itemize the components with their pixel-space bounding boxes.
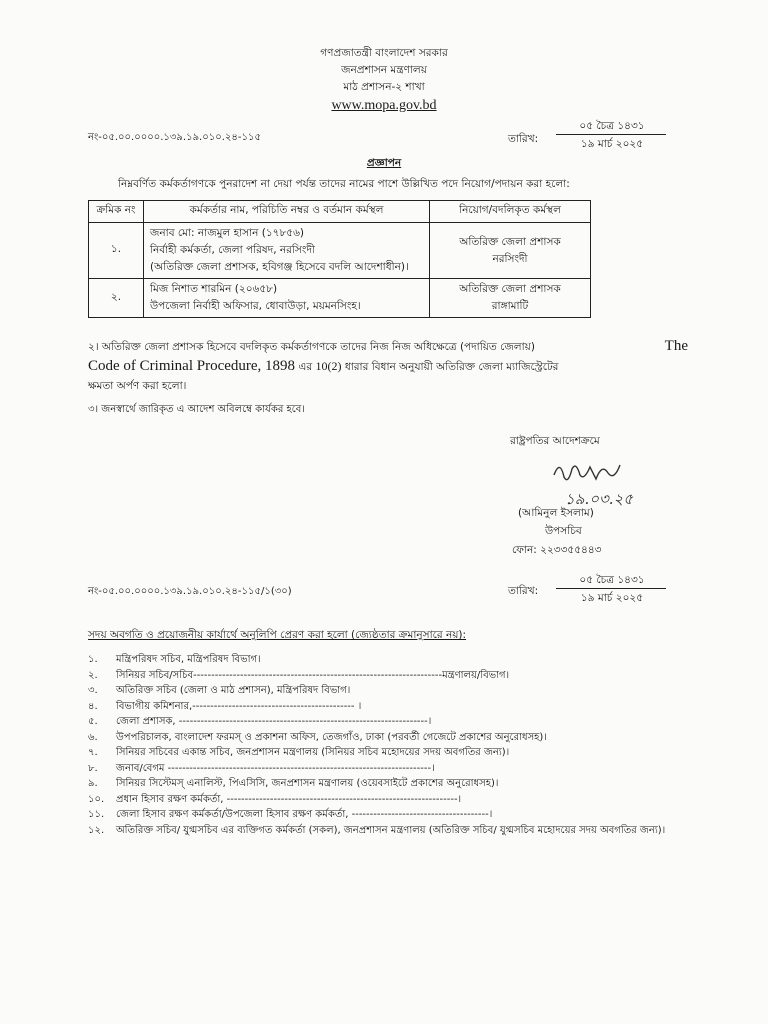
signature-date: ১৯.০৩.২৫ xyxy=(565,490,633,508)
signer-designation: উপসচিব xyxy=(545,525,582,537)
list-item: ২. সিনিয়র সচিব/সচিব---------------------------------------------------------------------মন্ত্রণালয়/বিভাগ। xyxy=(88,669,510,681)
para2-text-2: এর xyxy=(298,361,313,373)
signature-icon xyxy=(550,455,630,489)
table-header-row xyxy=(89,201,591,223)
section-name: মাঠ প্রশাসন-২ শাখা xyxy=(343,81,425,93)
row-serial: ১. xyxy=(89,223,144,279)
para2-english-3: 10(2) xyxy=(315,359,342,373)
posting-place: রাঙ্গামাটি xyxy=(491,300,529,312)
para2-english-1: The xyxy=(664,338,688,354)
date-gregorian: ১৯ মার্চ ২০২৫ xyxy=(580,138,644,150)
list-item: ১১. জেলা হিসাব রক্ষণ কর্মকর্তা/উপজেলা হিসাব রক্ষণ কর্মকর্তা, --------------------------------------। xyxy=(88,809,493,820)
list-item: ১০. প্রধান হিসাব রক্ষণ কর্মকর্তা, ----------------------------------------------------------------। xyxy=(88,793,462,805)
para2-text-1: ২। অতিরিক্ত জেলা প্রশাসক হিসেবে বদলিকৃত কর্মকর্তাগণকে তাদের নিজ নিজ অধিক্ষেত্রে (পদায়িত জেলায়) xyxy=(88,341,535,353)
list-item: ৭. সিনিয়র সচিবের একান্ত সচিব, জনপ্রশাসন মন্ত্রণালয় (সিনিয়র সচিব মহোদয়ের সদয় অবগতির জন্য)। xyxy=(88,747,510,758)
officer-name: জনাব মো: নাজমুল হাসান (১৭৮৫৬) xyxy=(150,227,305,239)
officer-current-post: নির্বাহী কর্মকর্তা, জেলা পরিষদ, নরসিংদী xyxy=(150,244,315,256)
list-item: ৮. জনাব/বেগম -------------------------------------------------------------------------। xyxy=(88,762,435,774)
header-officer: কর্মকর্তার নাম, পরিচিতি নম্বর ও বর্তমান কর্মস্থল xyxy=(144,201,430,223)
list-item: ৯. সিনিয়র সিস্টেমস্ এনালিস্ট, পিএসিসি, জনপ্রশাসন মন্ত্রণালয় (ওয়েবসাইটে প্রকাশের অনুরোধসহ)। xyxy=(88,778,499,789)
row-posting xyxy=(430,223,591,279)
list-item: ১. মন্ত্রিপরিষদ সচিব, মন্ত্রিপরিষদ বিভাগ। xyxy=(88,654,261,665)
letterhead xyxy=(0,45,768,116)
row-officer xyxy=(144,279,430,318)
list-item: ৪. বিভাগীয় কমিশনার,--------------------------------------------- । xyxy=(88,700,362,712)
appointment-table xyxy=(88,200,591,318)
president-order: রাষ্ট্রপতির আদেশক্রমে xyxy=(510,435,600,447)
notice-intro: নিম্নবর্ণিত কর্মকর্তাগণকে পুনরাদেশ না দেয়া পর্যন্ত তাদের নামের পাশে উল্লিখিত পদে নিয়োগ/পদায়ন করা হলো: xyxy=(118,178,570,190)
date-bangla: ০৫ চৈত্র ১৪৩১ xyxy=(579,120,645,132)
para2-text-4: ক্ষমতা অর্পণ করা হলো। xyxy=(88,380,187,392)
posting-place: নরসিংদী xyxy=(492,252,528,265)
posting-title: অতিরিক্ত জেলা প্রশাসক xyxy=(459,235,561,248)
list-item: ১২. অতিরিক্ত সচিব/ যুগ্মসচিব এর ব্যক্তিগত কর্মকর্তা (সকল), জনপ্রশাসন মন্ত্রণালয় (অতিরিক্ত সচিব/ যুগ্মসচিব মহোদয়ের সদয় অবগতির জন্য)। xyxy=(88,824,666,836)
para2-text-3: ধারার বিধান অনুযায়ী অতিরিক্ত জেলা ম্যাজিস্ট্রেটের xyxy=(344,361,559,373)
copy-date-bangla: ০৫ চৈত্র ১৪৩১ xyxy=(579,574,645,586)
notice-title: প্রজ্ঞাপন xyxy=(366,157,402,169)
posting-title: অতিরিক্ত জেলা প্রশাসক xyxy=(459,283,561,295)
website-link[interactable]: www.mopa.gov.bd xyxy=(331,98,437,113)
row-serial: ২. xyxy=(89,279,144,318)
signer-phone: ফোন: ২২৩৩৫৫৪৪৩ xyxy=(512,544,602,556)
copy-date-gregorian: ১৯ মার্চ ২০২৫ xyxy=(580,592,644,604)
para2-english-2: Code of Criminal Procedure, 1898 xyxy=(88,358,296,374)
list-item: ৩. অতিরিক্ত সচিব (জেলা ও মাঠ প্রশাসন), মন্ত্রিপরিষদ বিভাগ। xyxy=(88,685,351,696)
paragraph-2 xyxy=(88,337,688,396)
date-label: তারিখ: xyxy=(508,133,539,145)
copy-memo-number: নং-০৫.০০.০০০০.১৩৯.১৯.০১০.২৪-১১৫/১(৩০) xyxy=(88,586,292,597)
officer-note: (অতিরিক্ত জেলা প্রশাসক, হবিগঞ্জ হিসেবে বদলি আদেশাধীন)। xyxy=(150,261,409,273)
list-item: ৬. উপপরিচালক, বাংলাদেশ ফরমস্ ও প্রকাশনা অফিস, তেজগাঁও, ঢাকা (পরবর্তী গেজেটে প্রকাশের অনুরোধসহ)। xyxy=(88,731,547,743)
distribution-list xyxy=(88,652,698,838)
memo-number: নং-০৫.০০.০০০০.১৩৯.১৯.০১০.২৪-১১৫ xyxy=(88,132,261,143)
row-officer xyxy=(144,223,430,279)
copy-memo-date xyxy=(556,572,668,607)
memo-date xyxy=(556,118,668,153)
list-item: ৫. জেলা প্রশাসক, ---------------------------------------------------------------------। xyxy=(88,716,432,727)
officer-name: মিজ নিশাত শারমিন (২০৬৫৮) xyxy=(150,283,278,295)
table-row xyxy=(89,223,591,279)
header-serial: ক্রমিক নং xyxy=(89,201,144,223)
table-row xyxy=(89,279,591,318)
officer-current-post: উপজেলা নির্বাহী অফিসার, ধোবাউড়া, ময়মনসিংহ। xyxy=(150,300,361,312)
copy-date-label: তারিখ: xyxy=(508,585,539,597)
ministry-name: জনপ্রশাসন মন্ত্রণালয় xyxy=(341,64,427,76)
distribution-title: সদয় অবগতি ও প্রয়োজনীয় কার্যার্থে অনুলিপি প্রেরণ করা হলো (জ্যেষ্ঠতার ক্রমানুসারে নয়): xyxy=(88,629,467,641)
signer-name: (আমিনুল ইসলাম) xyxy=(518,507,594,519)
row-posting xyxy=(430,279,591,318)
paragraph-3: ৩। জনস্বার্থে জারিকৃত এ আদেশ অবিলম্বে কার্যকর হবে। xyxy=(88,404,305,415)
header-posting: নিয়োগ/বদলিকৃত কর্মস্থল xyxy=(430,201,591,223)
government-name: গণপ্রজাতন্ত্রী বাংলাদেশ সরকার xyxy=(320,47,448,59)
